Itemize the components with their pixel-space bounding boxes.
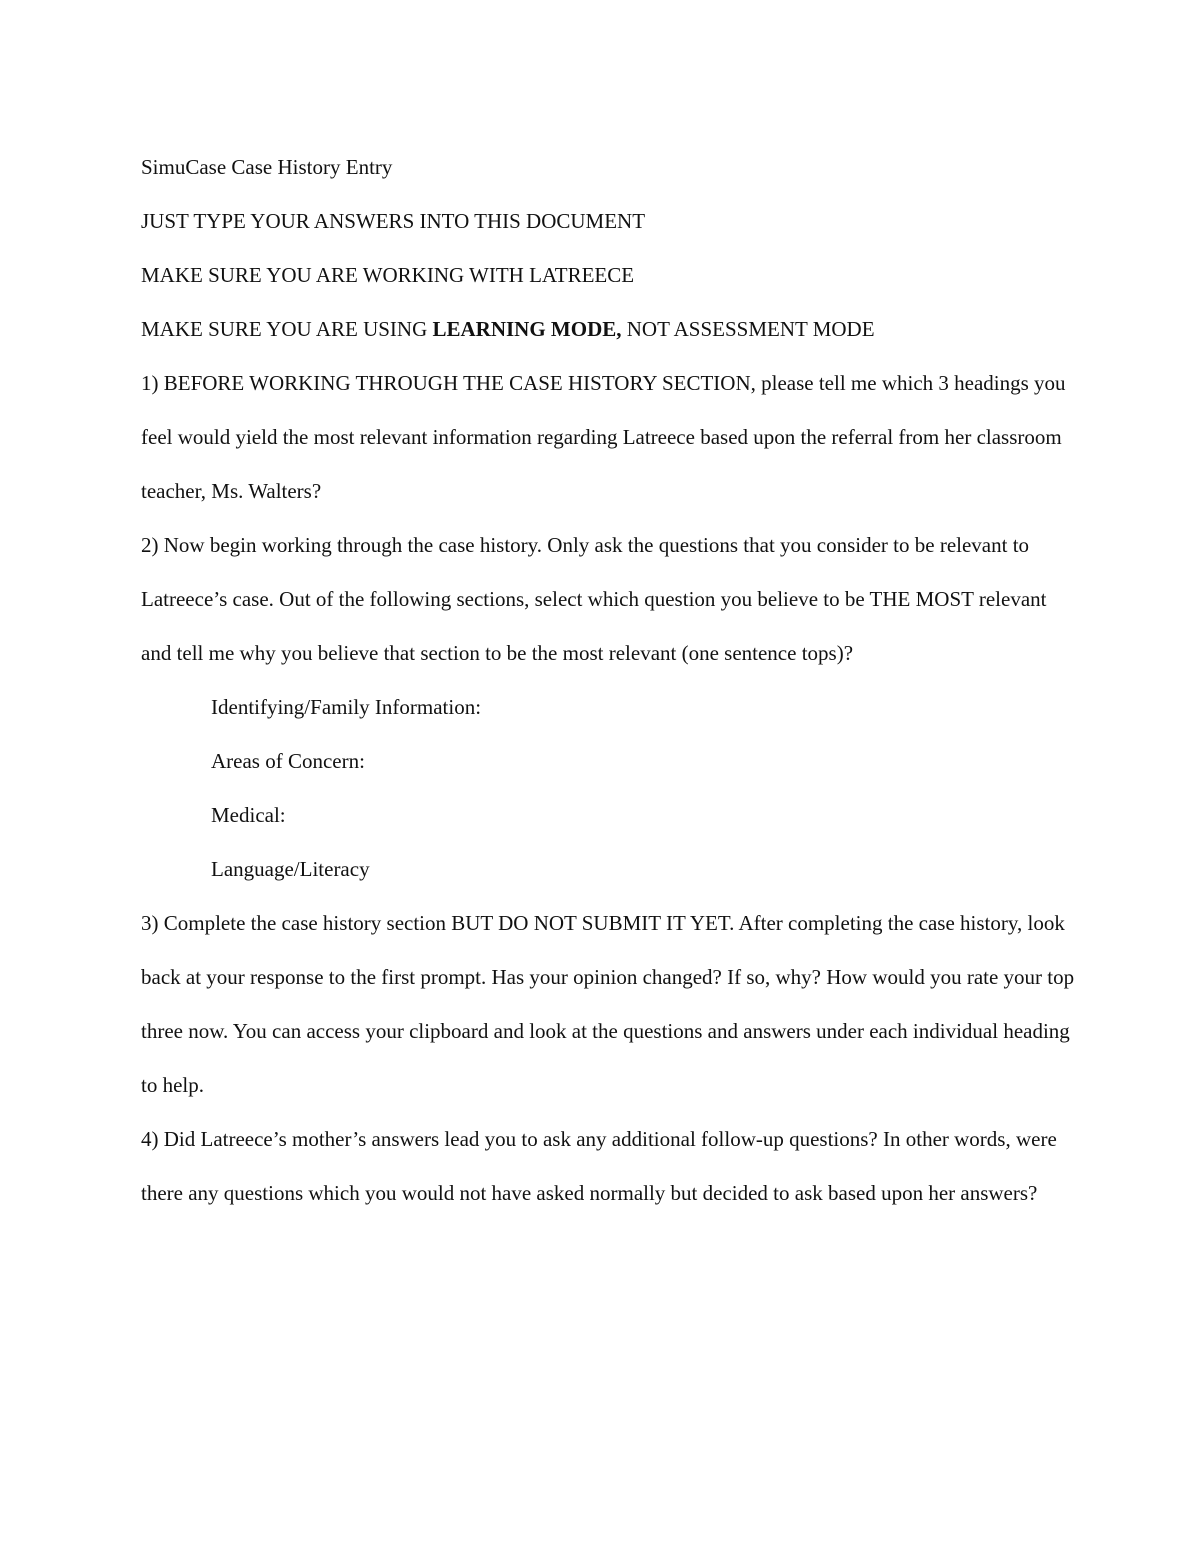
question-1: 1) BEFORE WORKING THROUGH THE CASE HISTORY SECTION, please tell me which 3 headings you feel would yield the most relevant information regarding Latreece based upon the referral from her classroom teacher, Ms. Walters? <box>141 371 1066 503</box>
mode-bold: LEARNING MODE, <box>432 317 622 341</box>
section-item: Areas of Concern: <box>211 749 365 773</box>
question-4: 4) Did Latreece’s mother’s answers lead you to ask any additional follow-up questions? In other words, were there any questions which you would not have asked normally but decided to ask based upon her answers? <box>141 1127 1057 1205</box>
document-title: SimuCase Case History Entry <box>141 155 393 179</box>
mode-instruction <box>141 302 1081 356</box>
section-item: Identifying/Family Information: <box>211 695 482 719</box>
section-item: Language/Literacy <box>211 857 370 881</box>
question-3: 3) Complete the case history section BUT DO NOT SUBMIT IT YET. After completing the case history, look back at your response to the first prompt. Has your opinion changed? If so, why? How would you rate your top three now. You can access your clipboard and look at the questions and answers under each individual heading to help. <box>141 911 1075 1097</box>
instruction-line: MAKE SURE YOU ARE WORKING WITH LATREECE <box>141 263 635 287</box>
question-2: 2) Now begin working through the case history. Only ask the questions that you consider to be relevant to Latreece’s case. Out of the following sections, select which question you believe to be THE MOST relevant and tell me why you believe that section to be the most relevant (one sentence tops)? <box>141 533 1047 665</box>
mode-prefix: MAKE SURE YOU ARE USING <box>141 317 433 341</box>
mode-suffix: NOT ASSESSMENT MODE <box>621 317 875 341</box>
document-body <box>141 140 1081 1220</box>
instruction-line: JUST TYPE YOUR ANSWERS INTO THIS DOCUMENT <box>141 209 646 233</box>
section-item: Medical: <box>211 803 286 827</box>
